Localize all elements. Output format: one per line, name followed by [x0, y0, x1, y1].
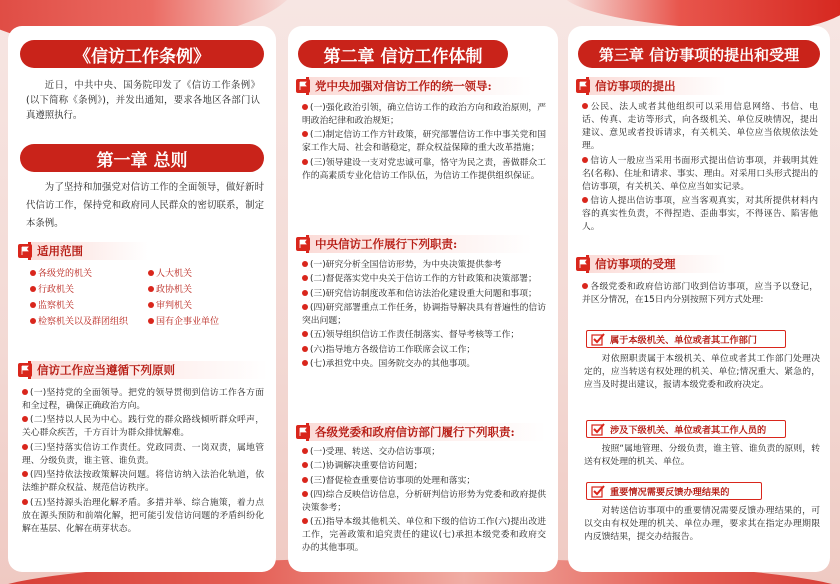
chapter2-banner	[298, 40, 508, 68]
intro-paragraph: 近日，中共中央、国务院印发了《信访工作条例》(以下简称《条例》)，并发出通知，要求各地区各部门认真遵照执行。	[26, 80, 260, 121]
chapter1-title: 第一章 总则	[96, 150, 188, 171]
list-item-text: 公民、法人或者其他组织可以采用信息网络、书信、电话、传真、走访等形式，向各级机关、单位反映情况，提出建议、意见或者投诉请求，有关机关、单位应当依规依法处理。	[582, 102, 818, 152]
bullet-icon	[302, 304, 308, 310]
list-item	[302, 102, 546, 128]
panel-regulation-intro	[8, 26, 276, 572]
bullet-icon	[302, 477, 308, 483]
scope-item-label: 监察机关	[38, 301, 75, 311]
list-item-text: (一)坚持党的全面领导。把党的领导贯彻到信访工作各方面和全过程，确保正确政治方向。	[22, 388, 264, 412]
local-duties-list	[302, 446, 546, 557]
bullet-icon	[302, 518, 308, 524]
flag-icon	[18, 363, 32, 377]
principles-list	[22, 387, 264, 537]
list-item	[302, 273, 546, 286]
ribbon-feedback	[586, 482, 762, 500]
chapter1-banner	[20, 144, 264, 172]
bullet-icon	[302, 104, 308, 110]
list-item-text: (一)研究分析全国信访形势，为中央决策提供参考	[310, 260, 502, 270]
list-item	[302, 516, 546, 555]
list-item	[582, 155, 818, 194]
ribbon-text: 对依照职责属于本级机关、单位或者其工作部门处理决定的，应当转送有权处理的机关、单位;情况重大、紧急的，应当及时提出建议，报请本级党委和政府决定。	[584, 354, 820, 391]
flag-icon	[18, 244, 32, 258]
scope-heading	[18, 241, 148, 261]
list-item-text: 信访人提出信访事项，应当客观真实，对其所提供材料内容的真实性负责，不得捏造、歪曲事实，不得诬告、陷害他人。	[582, 196, 818, 233]
scope-item	[30, 266, 148, 282]
s1-title: 信访事项的提出	[595, 79, 676, 93]
s1-heading	[296, 76, 532, 96]
list-item	[302, 288, 546, 301]
panel-chapter3	[568, 26, 830, 572]
bullet-icon	[302, 159, 308, 165]
list-item	[302, 157, 546, 183]
submission-list	[582, 101, 818, 236]
bullet-icon	[30, 270, 36, 276]
scope-row	[30, 266, 238, 282]
bullet-icon	[302, 131, 308, 137]
bullet-icon	[30, 286, 36, 292]
list-item	[302, 489, 546, 515]
scope-item	[30, 282, 148, 298]
s2-heading	[296, 234, 532, 254]
scope-item-label: 人大机关	[156, 269, 193, 279]
list-item-text: (五)坚持源头治理化解矛盾。多措并举、综合施策，着力点放在源头预防和前端化解，把可能引发信访问题的矛盾纠纷化解在基层、化解在萌芽状态。	[22, 497, 264, 534]
scope-title: 适用范围	[37, 244, 83, 258]
list-item-text: (三)领导建设一支对党忠诚可靠，恪守为民之责，善做群众工作的高素质专业化信访工作队伍，为信访工作提供组织保证。	[302, 157, 546, 181]
bullet-icon	[148, 302, 154, 308]
scope-item-label: 行政机关	[38, 285, 75, 295]
regulation-title-banner	[20, 40, 264, 68]
list-item	[22, 387, 264, 413]
flag-icon	[296, 79, 310, 93]
bullet-icon	[30, 302, 36, 308]
regulation-title: 《信访工作条例》	[74, 46, 210, 67]
bullet-icon	[582, 197, 588, 203]
bullet-icon	[22, 416, 28, 422]
leadership-list	[302, 102, 546, 184]
bullet-icon	[148, 270, 154, 276]
bullet-icon	[148, 286, 154, 292]
bullet-icon	[22, 471, 28, 477]
s3-title: 各级党委和政府信访部门履行下列职责:	[315, 425, 515, 439]
principles-heading	[18, 360, 268, 380]
bullet-icon	[302, 491, 308, 497]
chapter3-title: 第三章 信访事项的提出和受理	[598, 45, 800, 64]
list-item	[22, 497, 264, 536]
list-item-text: (一)受理、转送、交办信访事项；	[310, 447, 441, 457]
bullet-icon	[302, 331, 308, 337]
list-item-text: (四)坚持依法按政策解决问题。将信访纳入法治化轨道，依法维护群众权益、规范信访秩序。	[22, 470, 264, 494]
chapter3-banner	[578, 40, 820, 68]
checkbox-icon	[591, 332, 605, 346]
list-item	[582, 101, 818, 153]
panel-chapter2	[288, 26, 558, 572]
list-item	[22, 442, 264, 468]
list-item-text: (二)制定信访工作方针政策，研究部署信访工作中事关党和国家工作大局、社会和谐稳定，群众权益保障的重大改革措施；	[302, 130, 546, 154]
ribbon-lower-level	[586, 420, 786, 438]
principles-title: 信访工作应当遵循下列原则	[37, 363, 175, 377]
list-item-text: (三)研究信访制度改革和信访法治化建设重大问题和事项；	[310, 288, 537, 299]
scope-row	[30, 282, 238, 298]
bullet-icon	[302, 346, 308, 352]
list-item	[582, 195, 818, 234]
bullet-icon	[302, 261, 308, 267]
list-item	[22, 414, 264, 440]
list-item	[302, 344, 546, 357]
s2-title: 中央信访工作展行下列职责:	[315, 237, 458, 251]
list-item	[302, 329, 546, 342]
list-item	[582, 281, 818, 307]
bullet-icon	[22, 389, 28, 395]
list-item-text: 各级党委和政府信访部门收到信访事项，应当予以登记，并区分情况，在15日内分别按照下列方式处理:	[582, 282, 818, 306]
list-item-text: (五)指导本级其他机关、单位和下级的信访工作(六)提出改进工作，完善政策和追究责任的建议(七)承担本级党委和政府交办的其他事项。	[302, 517, 546, 554]
central-duties-list	[302, 259, 546, 372]
flag-icon	[296, 425, 310, 439]
bullet-icon	[302, 462, 308, 468]
list-item-text: (六)指导地方各级信访工作联席会议工作；	[310, 344, 476, 355]
list-item-text: (三)督促检查重要信访事项的处理和落实；	[310, 475, 476, 486]
chapter1-paragraph: 为了坚持和加强党对信访工作的全面领导，做好新时代信访工作，保持党和政府同人民群众的密切联系，制定本条例。	[26, 182, 264, 229]
list-item-text: (一)强化政治引领，确立信访工作的政治方向和政治原则，严明政治纪律和政治规矩；	[302, 103, 546, 127]
list-item-text: (四)综合反映信访信息，分析研判信访形势为党委和政府提供决策参考；	[302, 489, 546, 513]
bullet-icon	[30, 318, 36, 324]
s1-heading	[576, 76, 726, 96]
bullet-icon	[302, 360, 308, 366]
chapter2-title: 第二章 信访工作体制	[323, 46, 483, 67]
list-item	[302, 129, 546, 155]
scope-row	[30, 298, 238, 314]
list-item	[302, 446, 546, 459]
scope-item-label: 国有企事业单位	[156, 317, 220, 327]
bullet-icon	[302, 290, 308, 296]
s2-title: 信访事项的受理	[595, 257, 676, 271]
s3-heading	[296, 422, 546, 442]
checkbox-icon	[591, 484, 605, 498]
scope-item	[148, 282, 238, 298]
acceptance-list	[582, 281, 818, 308]
list-item-text: (二)坚持以人民为中心。践行党的群众路线倾听群众呼声，关心群众疾苦，千方百计为群众排忧解难。	[22, 415, 264, 439]
bullet-icon	[582, 157, 588, 163]
bullet-icon	[302, 448, 308, 454]
scope-item-label: 审判机关	[156, 301, 193, 311]
bullet-icon	[582, 103, 588, 109]
bullet-icon	[148, 318, 154, 324]
list-item	[22, 469, 264, 495]
ribbon-title: 涉及下级机关、单位或者其工作人员的	[610, 425, 767, 436]
list-item-text: (四)研究部署重点工作任务，协调指导解决具有普遍性的信访突出问题；	[302, 302, 546, 326]
flag-icon	[296, 237, 310, 251]
list-item	[302, 475, 546, 488]
scope-item-label: 各级党的机关	[38, 269, 93, 279]
ribbon-text: 按照“属地管理、分级负责，谁主管、谁负责的原则，转送有权处理的机关、单位。	[584, 444, 820, 468]
checkbox-icon	[591, 422, 605, 436]
ribbon-title: 重要情况需要反馈办理结果的	[610, 487, 730, 498]
list-item-text: (五)领导组织信访工作责任制落实、督导考核等工作；	[310, 330, 520, 341]
ribbon-text: 对转送信访事项中的重要情况需要反馈办理结果的，可以交由有权处理的机关、单位办理，要求其在指定办理期限内反馈结果，提交办结报告。	[584, 506, 820, 543]
scope-item	[148, 266, 238, 282]
scope-row	[30, 314, 238, 330]
ribbon-title: 属于本级机关、单位或者其工作部门	[610, 335, 757, 346]
scope-item	[148, 314, 238, 330]
bullet-icon	[302, 275, 308, 281]
list-item-text: 信访人一般应当采用书面形式提出信访事项，并载明其姓名(名称)、住址和请求、事实、理由。对采用口头形式提出的信访事项，有关机关、单位应当如实记录。	[582, 155, 818, 192]
ribbon-own-level	[586, 330, 786, 348]
list-item-text: (二)协调解决重要信访问题；	[310, 461, 423, 472]
flag-icon	[576, 257, 590, 271]
list-item-text: (三)坚持落实信访工作责任。党政同责、一岗双责，属地管理、分级负责，谁主管、谁负责。	[22, 442, 264, 466]
list-item	[302, 302, 546, 328]
scope-item-label: 政协机关	[156, 285, 193, 295]
scope-item	[30, 298, 148, 314]
list-item	[302, 460, 546, 473]
bullet-icon	[22, 499, 28, 505]
scope-item	[30, 314, 148, 330]
scope-item	[148, 298, 238, 314]
list-item	[302, 259, 546, 272]
list-item-text: (二)督促落实党中央关于信访工作的方针政策和决策部署；	[310, 274, 537, 285]
bullet-icon	[582, 283, 588, 289]
list-item	[302, 358, 546, 371]
list-item-text: (七)承担党中央。国务院交办的其他事项。	[310, 358, 476, 369]
scope-item-label: 检察机关以及群团组织	[38, 317, 129, 327]
s2-heading	[576, 254, 726, 274]
flag-icon	[576, 79, 590, 93]
bullet-icon	[22, 444, 28, 450]
s1-title: 党中央加强对信访工作的统一领导:	[315, 79, 492, 93]
scope-list	[30, 266, 238, 330]
